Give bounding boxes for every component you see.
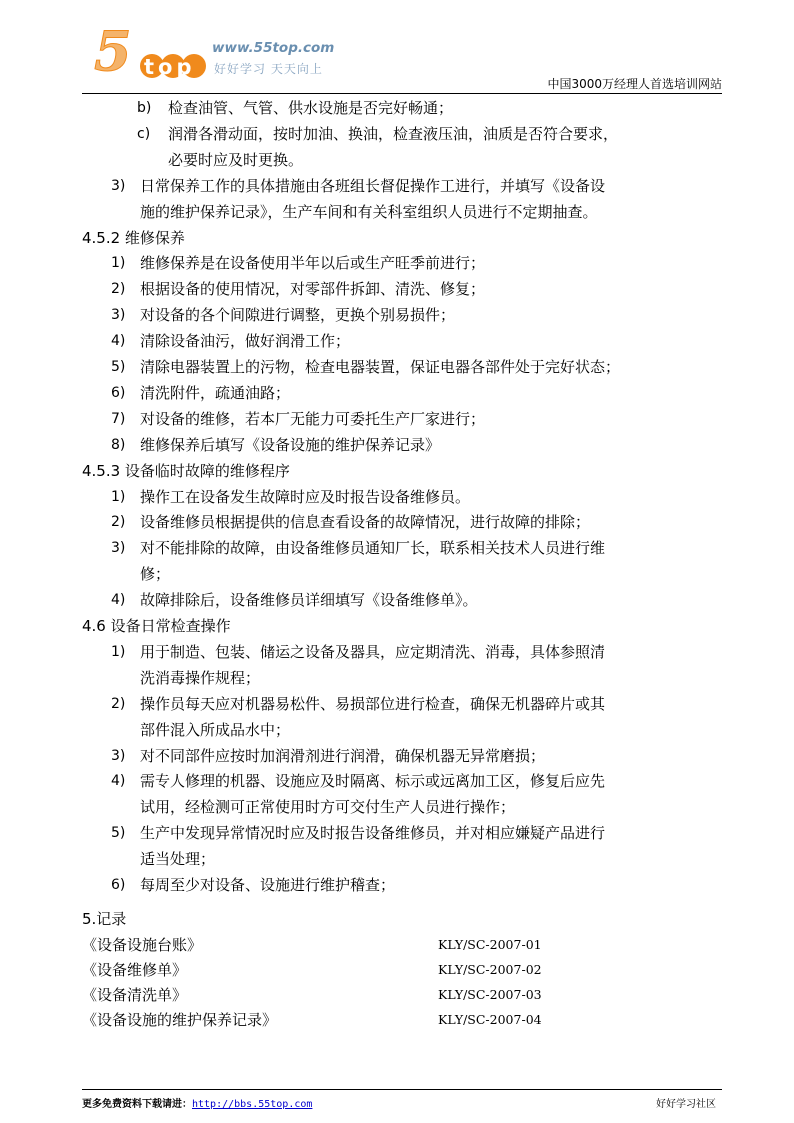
list-marker: 5)	[111, 359, 126, 375]
footer-left	[82, 1095, 312, 1110]
list-marker: b)	[137, 100, 152, 116]
section-heading: 4.5.2 维修保养	[82, 228, 185, 247]
list-item-text: 检查油管、气管、供水设施是否完好畅通；	[168, 99, 454, 117]
list-item-text: 故障排除后，设备维修员详细填写《设备维修单》。	[140, 591, 478, 610]
record-name: 《设备设施台账》	[82, 936, 203, 954]
record-name: 《设备清洗单》	[82, 986, 188, 1004]
site-tagline: 中国3000万经理人首选培训网站	[547, 77, 722, 91]
list-marker: 6)	[111, 384, 126, 401]
footer-divider	[82, 1089, 722, 1090]
list-marker: 3)	[111, 540, 126, 557]
section-heading: 4.5.3 设备临时故障的维修程序	[82, 461, 290, 480]
list-item-text: 润滑各滑动面，按时加油、换油，检查液压油，油质是否符合要求，	[168, 124, 619, 143]
list-marker: 3)	[111, 307, 126, 324]
list-item-text: 施的维护保养记录》，生产车间和有关科室组织人员进行不定期抽查。	[140, 202, 598, 221]
records-heading: 5.记录	[82, 910, 127, 928]
list-item-text: 对不能排除的故障，由设备维修员通知厂长，联系相关技术人员进行维	[140, 539, 606, 558]
list-marker: c)	[137, 125, 151, 142]
list-marker: 8)	[111, 436, 126, 453]
record-code: KLY/SC-2007-02	[438, 962, 542, 977]
header-divider	[82, 93, 722, 94]
list-item-text: 修；	[140, 565, 171, 584]
list-marker: 5)	[111, 825, 126, 842]
list-item-text: 对设备的维修，若本厂无能力可委托生产厂家进行；	[140, 409, 486, 428]
list-item-text: 操作员每天应对机器易松件、易损部位进行检查，确保无机器碎片或其	[140, 694, 606, 713]
list-marker: 7)	[111, 410, 126, 427]
record-name: 《设备维修单》	[82, 961, 188, 979]
record-code: KLY/SC-2007-03	[438, 987, 542, 1002]
list-item-text: 必要时应及时更换。	[168, 150, 304, 169]
list-item-text: 部件混入所成品水中；	[140, 720, 291, 739]
list-item-text: 日常保养工作的具体措施由各班组长督促操作工进行，并填写《设备设	[140, 176, 606, 195]
list-item-text: 清洗附件，疏通油路；	[140, 383, 291, 402]
list-item-text: 需专人修理的机器、设施应及时隔离、标示或远离加工区，修复后应先	[140, 772, 606, 791]
list-item-text: 每周至少对设备、设施进行维护稽查；	[140, 876, 396, 894]
list-marker: 1)	[111, 255, 126, 272]
list-item-text: 维修保养是在设备使用半年以后或生产旺季前进行；	[140, 254, 486, 273]
list-marker: 4)	[111, 592, 126, 609]
logo-url: www.55top.com	[212, 40, 335, 56]
list-item-text: 根据设备的使用情况，对零部件拆卸、清洗、修复；	[140, 280, 486, 299]
record-name: 《设备设施的维护保养记录》	[82, 1011, 278, 1029]
site-logo[interactable]	[88, 22, 378, 84]
list-item-text: 对不同部件应按时加润滑剂进行润滑，确保机器无异常磨损；	[140, 746, 546, 765]
list-item-text: 对设备的各个间隙进行调整，更换个别易损件；	[140, 306, 456, 325]
list-marker: 2)	[111, 281, 126, 298]
record-code: KLY/SC-2007-01	[438, 937, 542, 952]
list-item-text: 清除设备油污，做好润滑工作；	[140, 332, 351, 351]
list-marker: 4)	[111, 333, 126, 350]
list-item-text: 生产中发现异常情况时应及时报告设备维修员，并对相应嫌疑产品进行	[140, 824, 606, 843]
logo-digit: 5	[94, 22, 132, 83]
list-marker: 3)	[111, 177, 126, 194]
list-item-text: 适当处理；	[140, 850, 216, 869]
logo-slogan: 好好学习 天天向上	[214, 62, 323, 76]
list-marker: 6)	[111, 877, 126, 893]
footer-label: 更多免费资料下载请进：	[82, 1099, 192, 1110]
list-marker: 2)	[111, 695, 126, 712]
list-item-text: 洗消毒操作规程；	[140, 668, 261, 687]
footer-right: 好好学习社区	[656, 1099, 716, 1110]
list-item-text: 维修保养后填写《设备设施的维护保养记录》	[140, 435, 441, 454]
list-item-text: 操作工在设备发生故障时应及时报告设备维修员。	[140, 487, 471, 506]
list-item-text: 试用，经检测可正常使用时方可交付生产人员进行操作；	[140, 798, 516, 817]
section-heading: 4.6 设备日常检查操作	[82, 617, 231, 635]
list-marker: 1)	[111, 643, 126, 660]
list-item-text: 清除电器装置上的污物，检查电器装置，保证电器各部件处于完好状态；	[140, 358, 621, 376]
list-item-text: 设备维修员根据提供的信息查看设备的故障情况，进行故障的排除；	[140, 513, 591, 532]
footer-link[interactable]: http://bbs.55top.com	[192, 1099, 313, 1110]
logo-word: top	[144, 55, 196, 79]
list-item-text: 用于制造、包装、储运之设备及器具，应定期清洗、消毒，具体参照清	[140, 642, 606, 661]
list-marker: 1)	[111, 488, 126, 505]
list-marker: 4)	[111, 773, 126, 790]
list-marker: 2)	[111, 514, 126, 531]
list-marker: 3)	[111, 747, 126, 764]
record-code: KLY/SC-2007-04	[438, 1012, 542, 1027]
